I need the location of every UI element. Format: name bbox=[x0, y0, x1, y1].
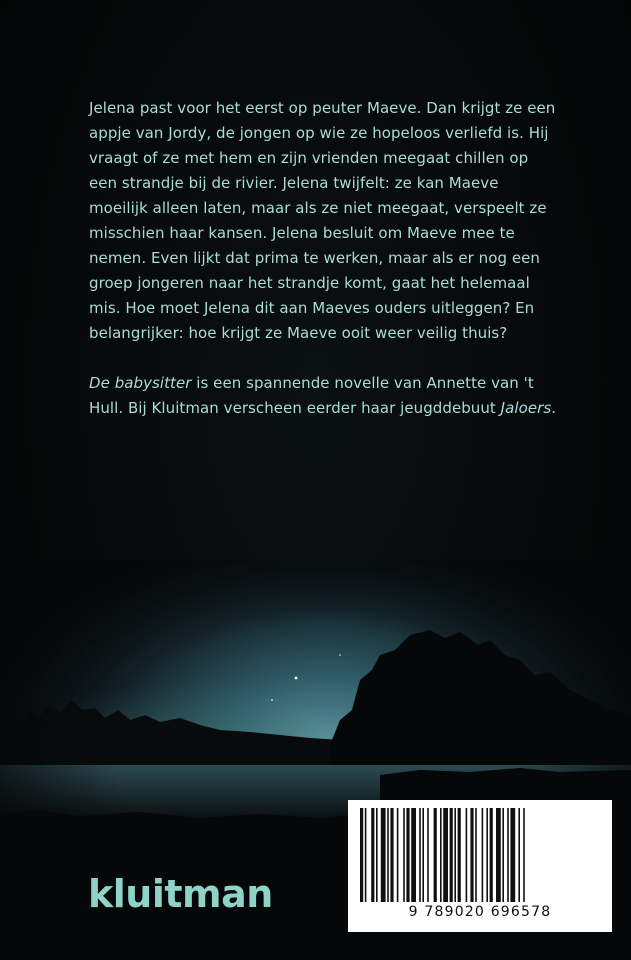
barcode-bar bbox=[390, 808, 393, 902]
barcode-bar bbox=[381, 808, 386, 902]
barcode-bar bbox=[454, 808, 456, 902]
barcode-bar bbox=[523, 808, 525, 902]
barcode-bar bbox=[443, 808, 448, 902]
book-title: De babysitter bbox=[89, 374, 192, 392]
blurb-text bbox=[89, 96, 559, 421]
barcode-bar bbox=[397, 808, 399, 902]
barcode-bar bbox=[510, 808, 515, 902]
barcode bbox=[348, 800, 612, 932]
barcode-bar bbox=[403, 808, 405, 902]
barcode-bar bbox=[419, 808, 421, 902]
blurb-paragraph-2 bbox=[89, 371, 559, 421]
blurb-paragraph-1: Jelena past voor het eerst op peuter Maeve. Dan krijgt ze een appje van Jordy, de jongen op wie ze hopeloos verliefd is. Hij vraagt of ze met hem en zijn vrienden meegaat chillen op een strandje bij de rivier. Jelena twijfelt: ze kan Maeve moeilijk alleen laten, maar als ze niet meegaat, verspeelt ze misschien haar kansen. Jelena besluit om Maeve mee te nemen. Even lijkt dat prima te werken, maar als er nog een groep jongeren naar het strandje komt, gaat het helemaal mis. Hoe moet Jelena dit aan Maeves ouders uitleggen? En belangrijker: hoe krijgt ze Maeve ooit weer veilig thuis? bbox=[89, 99, 556, 342]
barcode-bar bbox=[475, 808, 477, 902]
barcode-bar bbox=[482, 808, 484, 902]
barcode-bar bbox=[486, 808, 488, 902]
barcode-bar bbox=[466, 808, 468, 902]
blurb-paragraph-2-text-a: is een spannende novelle van Annette van 't Hull. Bij Kluitman verscheen eerder haar jeugddebuut bbox=[89, 374, 534, 417]
barcode-bar bbox=[387, 808, 389, 902]
barcode-bar bbox=[518, 808, 520, 902]
barcode-bar bbox=[411, 808, 416, 902]
barcode-bars bbox=[356, 808, 604, 902]
barcode-bar bbox=[406, 808, 409, 902]
barcode-bar bbox=[434, 808, 437, 902]
barcode-bar bbox=[376, 808, 378, 902]
barcode-bar bbox=[490, 808, 493, 902]
barcode-bar bbox=[440, 808, 442, 902]
barcode-bar bbox=[507, 808, 509, 902]
barcode-bar bbox=[365, 808, 367, 902]
barcode-bar bbox=[422, 808, 424, 902]
isbn-digits: 9 789020 696578 bbox=[408, 904, 552, 920]
blurb-paragraph-2-text-b: . bbox=[551, 399, 557, 417]
debut-title: Jaloers bbox=[500, 399, 552, 417]
barcode-bar bbox=[450, 808, 453, 902]
publisher-logo: kluitman bbox=[88, 872, 273, 916]
barcode-bar bbox=[371, 808, 374, 902]
barcode-bar bbox=[458, 808, 461, 902]
barcode-bar bbox=[427, 808, 429, 902]
barcode-bar bbox=[360, 808, 363, 902]
barcode-bar bbox=[470, 808, 473, 902]
barcode-bar bbox=[496, 808, 501, 902]
barcode-bar bbox=[502, 808, 504, 902]
